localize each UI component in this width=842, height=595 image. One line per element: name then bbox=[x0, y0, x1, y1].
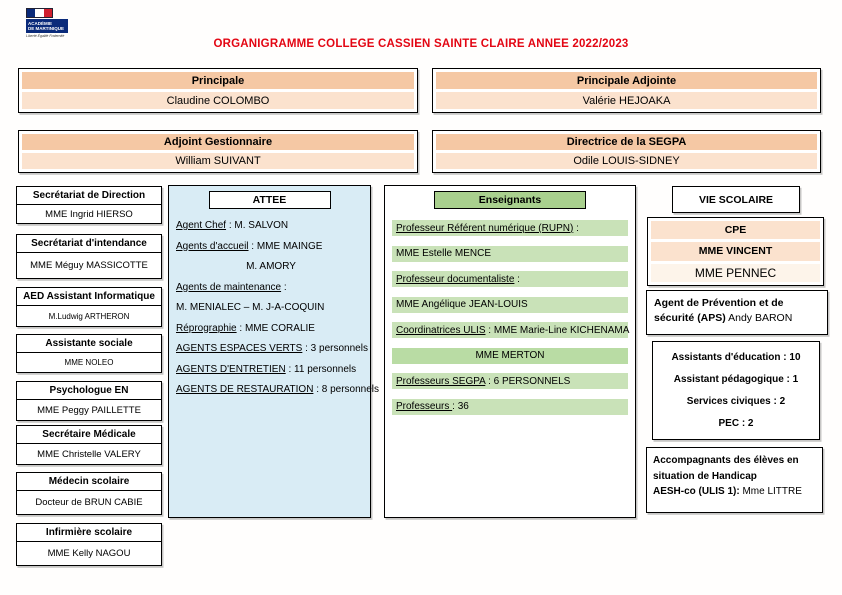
line-label: Professeur documentaliste bbox=[396, 273, 515, 285]
staff-box-secretariat-direction bbox=[16, 186, 162, 224]
line-text: : M. SALVON bbox=[226, 220, 289, 231]
attee-lines bbox=[176, 220, 380, 395]
cpe-name-vincent: MME VINCENT bbox=[651, 242, 820, 260]
line-label: AGENTS ESPACES VERTS bbox=[176, 343, 303, 354]
cpe-name-pennec: MME PENNEC bbox=[651, 264, 820, 282]
line-label: Professeurs bbox=[396, 401, 453, 412]
flag-stripe bbox=[44, 9, 52, 17]
direction-box-principale-adjointe bbox=[432, 68, 821, 113]
staff-title: AED Assistant Informatique bbox=[17, 288, 161, 306]
staff-title: Secrétariat d'intendance bbox=[17, 235, 161, 253]
staff-box-medecin-scolaire bbox=[16, 472, 162, 515]
aesh-title: Accompagnants des élèves en situation de Handicap bbox=[653, 455, 799, 482]
line-text: : bbox=[573, 222, 579, 234]
aesh-label: AESH-co (ULIS 1): bbox=[653, 486, 740, 497]
flag-stripe bbox=[35, 9, 43, 17]
line-label: Réprographie bbox=[176, 322, 237, 334]
role-name: Odile LOUIS-SIDNEY bbox=[436, 153, 817, 169]
staff-title: Infirmière scolaire bbox=[17, 524, 161, 542]
line-text: MME Estelle MENCE bbox=[396, 248, 492, 259]
staff-name: MME Ingrid HIERSO bbox=[45, 208, 133, 220]
staff-name: MME Méguy MASSICOTTE bbox=[30, 260, 148, 271]
assistant-line: Services civiques : 2 bbox=[686, 395, 786, 407]
line-label: Agent Chef bbox=[176, 220, 227, 231]
attee-line bbox=[176, 302, 366, 313]
staff-name: MME NOLEO bbox=[64, 358, 114, 367]
direction-box-adjoint-gestionnaire bbox=[18, 130, 418, 173]
line-label: Coordinatrices ULIS bbox=[396, 324, 486, 336]
enseignants-line bbox=[392, 220, 628, 236]
staff-name: Docteur de BRUN CABIE bbox=[35, 497, 143, 508]
staff-title: Secrétaire Médicale bbox=[17, 426, 161, 444]
attee-title: ATTEE bbox=[209, 191, 331, 209]
line-label: Professeur Référent numérique (RUPN) bbox=[396, 222, 574, 234]
line-text: MME Angélique JEAN-LOUIS bbox=[396, 299, 528, 310]
enseignants-lines bbox=[392, 220, 628, 415]
role-title: Principale Adjointe bbox=[436, 72, 817, 89]
line-text: : bbox=[281, 281, 287, 293]
aesh-name: Mme LITTRE bbox=[739, 486, 802, 497]
vie-scolaire-box bbox=[672, 186, 800, 213]
attee-line bbox=[176, 364, 366, 375]
assistant-line: Assistant pédagogique : 1 bbox=[673, 374, 799, 386]
logo-motto: Liberté Égalité Fraternité bbox=[26, 34, 65, 38]
staff-name: M.Ludwig ARTHERON bbox=[48, 311, 130, 321]
staff-title: Assistante sociale bbox=[17, 335, 161, 353]
enseignants-box bbox=[384, 185, 636, 518]
role-name: Valérie HEJOAKA bbox=[436, 92, 817, 109]
line-text: : MME Marie-Line KICHENAMA bbox=[485, 324, 630, 336]
enseignants-line bbox=[392, 271, 628, 287]
role-title: Principale bbox=[22, 72, 414, 89]
line-label: Agents de maintenance bbox=[176, 281, 282, 293]
cpe-label: CPE bbox=[651, 221, 820, 239]
attee-line bbox=[176, 282, 366, 293]
staff-box-secretariat-intendance bbox=[16, 234, 162, 279]
aesh-line bbox=[653, 484, 816, 500]
aesh-box bbox=[646, 447, 823, 513]
line-text: : 8 personnels bbox=[313, 384, 380, 395]
line-text: M. MENIALEC – M. J-A-COQUIN bbox=[176, 302, 325, 313]
line-text: : 11 personnels bbox=[285, 363, 357, 375]
staff-name: MME Christelle VALERY bbox=[37, 448, 141, 460]
aps-box bbox=[646, 290, 828, 335]
direction-box-directrice-segpa bbox=[432, 130, 821, 173]
staff-name: MME Peggy PAILLETTE bbox=[37, 404, 141, 416]
aps-name: Andy BARON bbox=[725, 312, 793, 325]
staff-box-infirmiere-scolaire bbox=[16, 523, 162, 566]
staff-title: Psychologue EN bbox=[17, 382, 161, 400]
line-text: : 3 personnels bbox=[302, 343, 368, 354]
role-name: William SUIVANT bbox=[22, 153, 414, 169]
french-flag-icon bbox=[26, 8, 53, 18]
enseignants-line bbox=[392, 246, 628, 262]
line-text: : 36 bbox=[452, 401, 469, 412]
attee-line bbox=[176, 220, 366, 231]
logo-line1: ACADÉMIE bbox=[28, 21, 53, 26]
attee-line bbox=[176, 323, 366, 334]
enseignants-line bbox=[392, 297, 628, 313]
staff-box-secretaire-medicale bbox=[16, 425, 162, 465]
line-text: MME MERTON bbox=[475, 350, 545, 361]
attee-line bbox=[176, 241, 366, 252]
assistants-box bbox=[652, 341, 820, 440]
staff-box-assistante-sociale bbox=[16, 334, 162, 373]
line-text: : bbox=[514, 273, 520, 285]
line-text: M. AMORY bbox=[246, 261, 296, 272]
attee-line bbox=[176, 343, 366, 354]
staff-title: Secrétariat de Direction bbox=[17, 187, 161, 205]
line-label: Professeurs SEGPA bbox=[396, 375, 486, 387]
aps-title: Agent de Prévention et de sécurité (APS) bbox=[654, 297, 784, 325]
enseignants-line bbox=[392, 399, 628, 415]
attee-box bbox=[168, 185, 380, 518]
line-label: AGENTS DE RESTAURATION bbox=[176, 384, 314, 395]
line-text: : MME CORALIE bbox=[236, 322, 315, 334]
assistant-line: Assistants d'éducation : 10 bbox=[671, 352, 801, 364]
line-text: : MME MAINGE bbox=[248, 240, 323, 252]
line-label: AGENTS D'ENTRETIEN bbox=[176, 363, 286, 375]
enseignants-line bbox=[392, 322, 628, 338]
logo-text bbox=[26, 19, 68, 33]
enseignants-line bbox=[392, 348, 628, 364]
role-title: Directrice de la SEGPA bbox=[436, 134, 817, 150]
cpe-box bbox=[647, 217, 824, 286]
line-text: : 6 PERSONNELS bbox=[485, 375, 571, 387]
role-name: Claudine COLOMBO bbox=[22, 92, 414, 109]
staff-title: Médecin scolaire bbox=[17, 473, 161, 491]
academie-logo bbox=[26, 8, 74, 38]
assistant-line: PEC : 2 bbox=[718, 417, 754, 429]
flag-stripe bbox=[27, 9, 35, 17]
direction-box-principale bbox=[18, 68, 418, 113]
staff-name: MME Kelly NAGOU bbox=[47, 548, 131, 559]
staff-box-psychologue bbox=[16, 381, 162, 421]
logo-line2: DE MARTINIQUE bbox=[28, 26, 64, 31]
enseignants-line bbox=[392, 373, 628, 389]
line-label: Agents d'accueil bbox=[176, 240, 249, 252]
staff-box-aed-informatique bbox=[16, 287, 162, 327]
attee-line bbox=[176, 261, 366, 272]
page-title: ORGANIGRAMME COLLEGE CASSIEN SAINTE CLAIRE ANNEE 2022/2023 bbox=[213, 38, 629, 50]
vie-scolaire-title: VIE SCOLAIRE bbox=[698, 193, 774, 206]
attee-line bbox=[176, 384, 380, 395]
enseignants-title: Enseignants bbox=[434, 191, 586, 209]
role-title: Adjoint Gestionnaire bbox=[22, 134, 414, 150]
